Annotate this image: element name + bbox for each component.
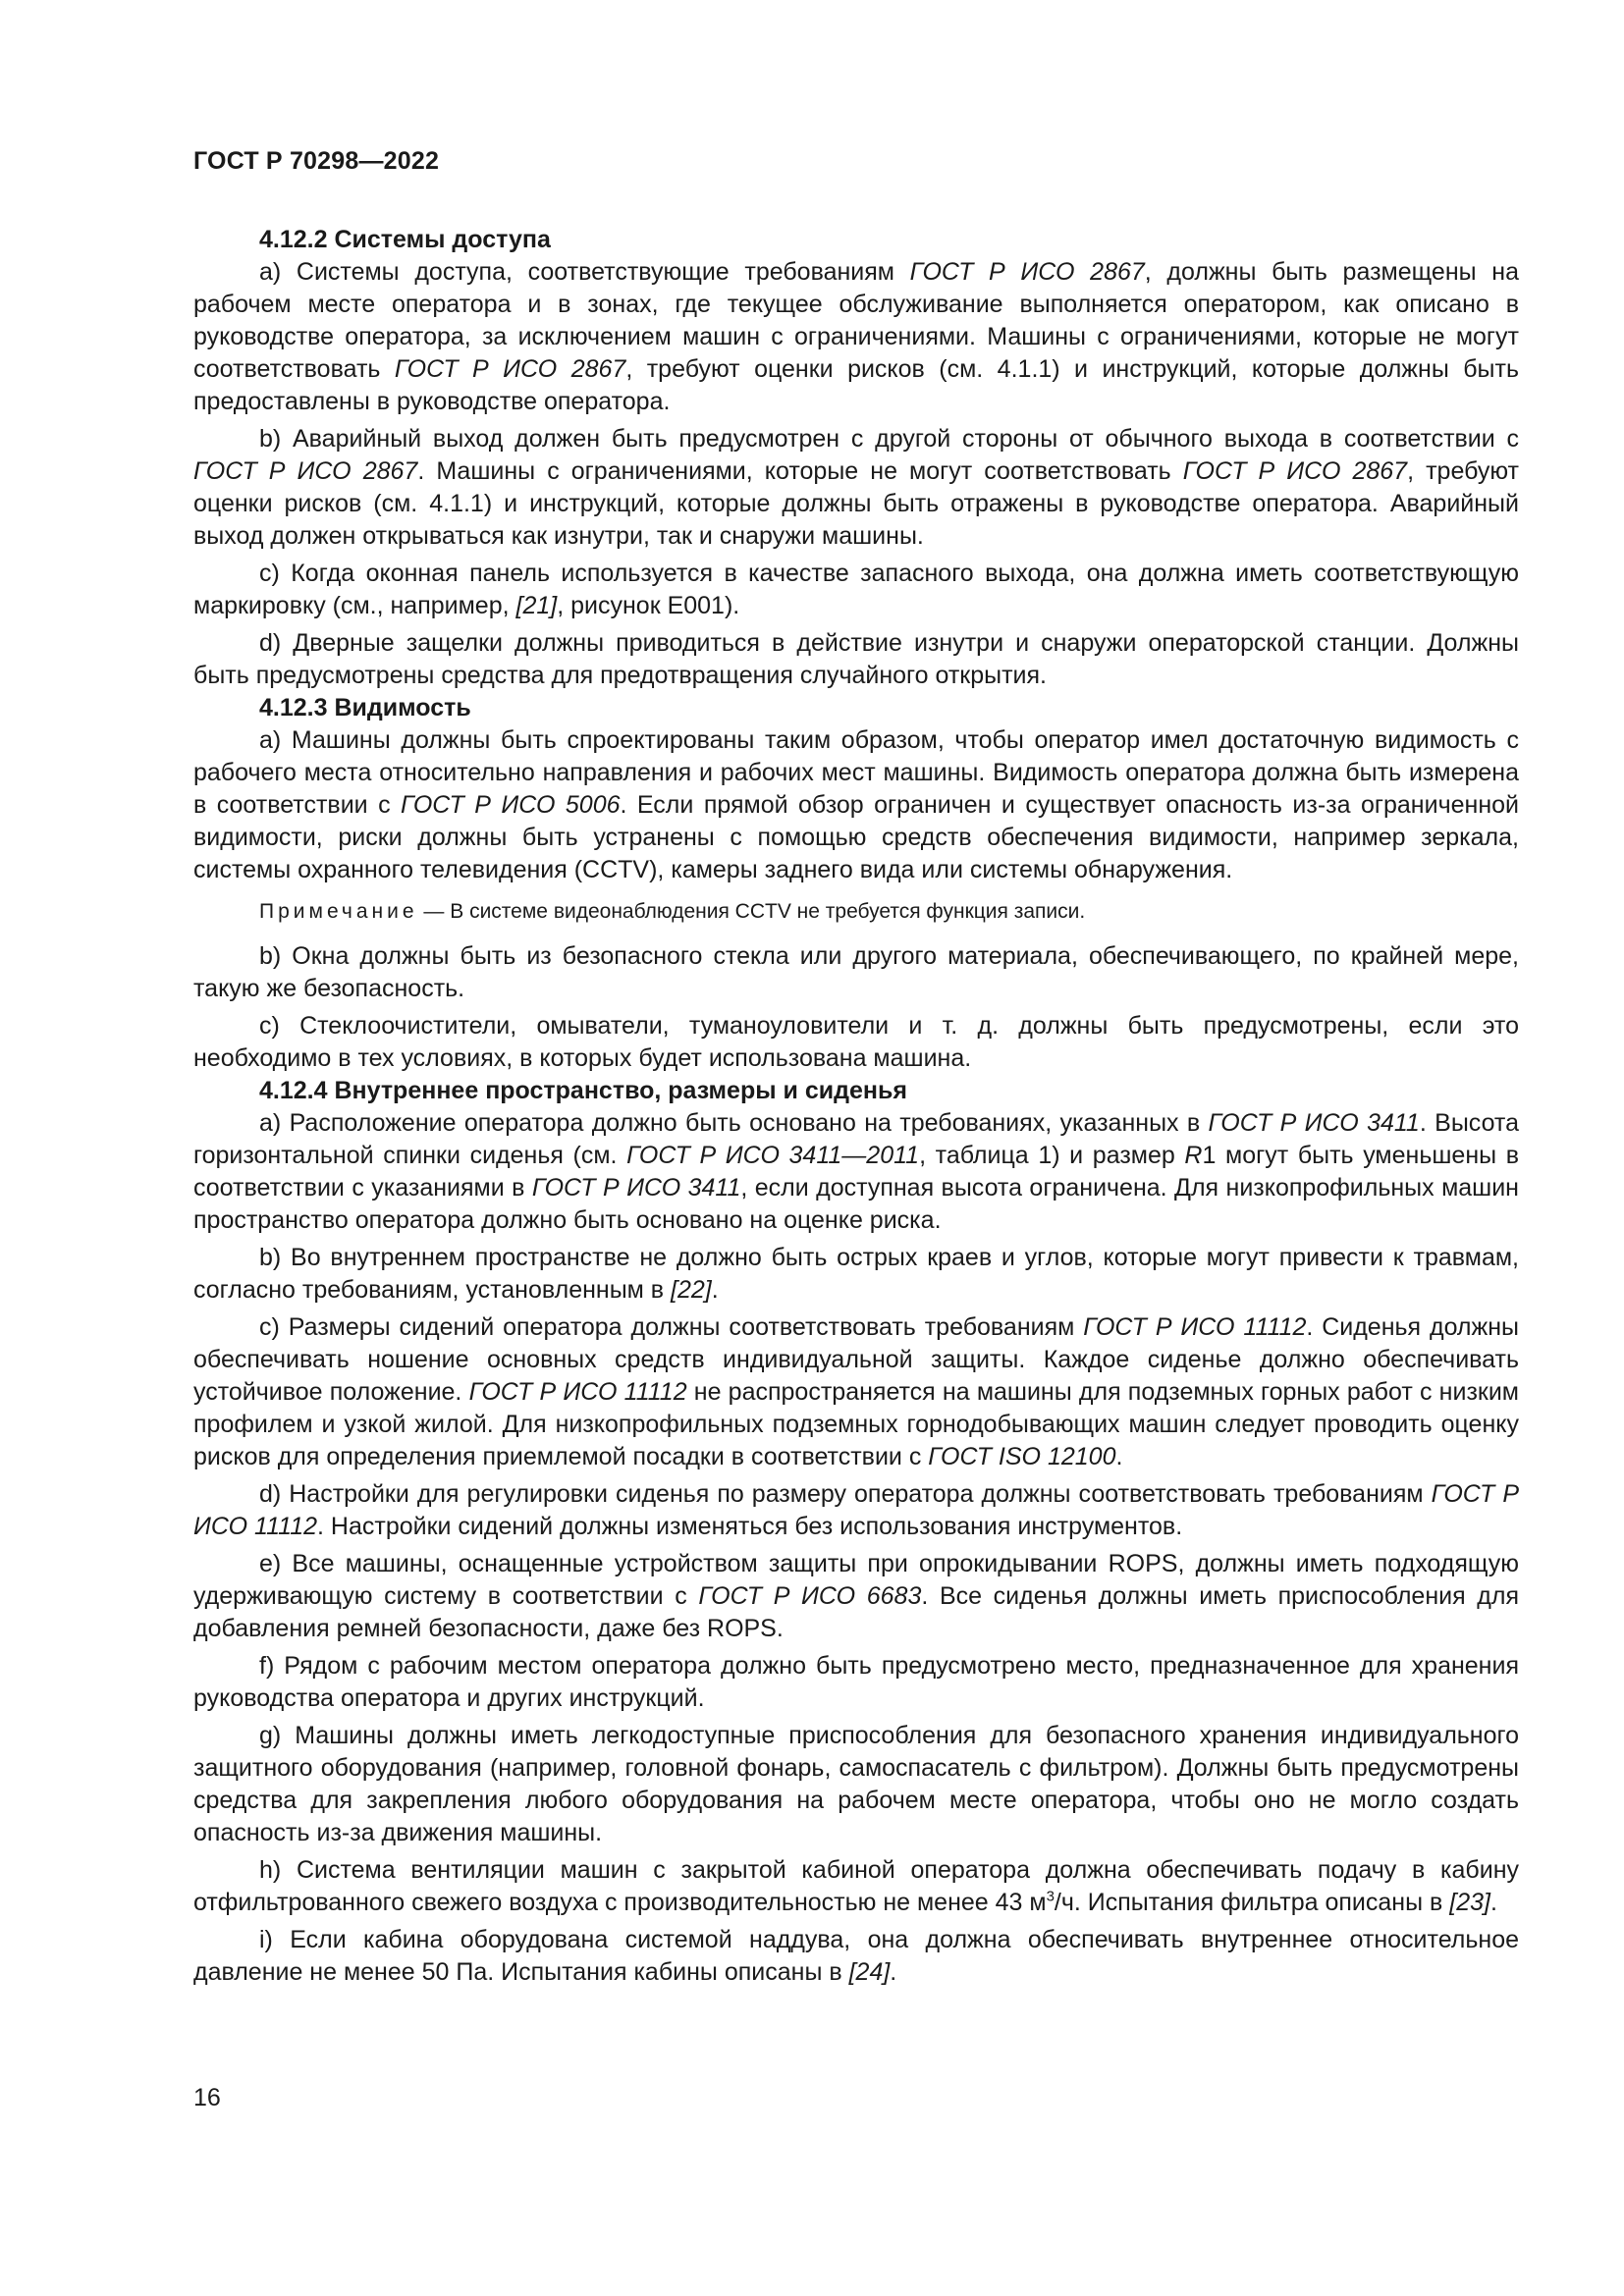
- section-heading-4-12-2: 4.12.2 Системы доступа: [259, 226, 551, 253]
- paragraph-4-12-4-i: i) Если кабина оборудована системой наддува, она должна обеспечивать внутреннее относительное давление не менее 50 Па. Испытания кабины описаны в [24].: [193, 1926, 1519, 1986]
- paragraph-4-12-3-b: b) Окна должны быть из безопасного стекла или другого материала, обеспечивающего, по крайней мере, такую же безопасность.: [193, 942, 1519, 1002]
- standard-reference: ГОСТ Р ИСО 2867: [193, 457, 418, 485]
- standard-reference: ГОСТ ISO 12100: [928, 1443, 1116, 1470]
- standard-reference: ГОСТ Р ИСО 11112: [1083, 1313, 1307, 1341]
- document-header: ГОСТ Р 70298—2022: [193, 147, 440, 175]
- standard-reference: ГОСТ Р ИСО 2867: [394, 355, 626, 383]
- paragraph-4-12-4-b: b) Во внутреннем пространстве не должно быть острых краев и углов, которые могут привести к травмам, согласно требованиям, установленным в [22].: [193, 1244, 1519, 1304]
- paragraph-4-12-2-a: a) Системы доступа, соответствующие требованиям ГОСТ Р ИСО 2867, должны быть размещены на рабочем месте оператора и в зонах, где текущее обслуживание выполняется оператором, как описано в руководстве оператора, за исключением машин с ограничениями. Машины с ограничениями, которые не могут соответствовать ГОСТ Р ИСО 2867, требуют оценки рисков (см. 4.1.1) и инструкций, которые должны быть предоставлены в руководстве оператора.: [193, 258, 1519, 415]
- superscript: 3: [1046, 1888, 1055, 1905]
- standard-reference: ГОСТ Р ИСО 11112: [468, 1378, 687, 1406]
- document-body: [193, 224, 1519, 1989]
- standard-reference: ГОСТ Р ИСО 11112: [193, 1480, 1519, 1540]
- standard-reference: ГОСТ Р ИСО 3411: [1208, 1109, 1420, 1137]
- paragraph-4-12-4-g: g) Машины должны иметь легкодоступные приспособления для безопасного хранения индивидуального защитного оборудования (например, головной фонарь, самоспасатель с фильтром). Должны быть предусмотрены средства для закрепления любого оборудования на рабочем месте оператора, чтобы оно не могло создать опасность из-за движения машины.: [193, 1722, 1519, 1846]
- paragraph-4-12-4-d: d) Настройки для регулировки сиденья по размеру оператора должны соответствовать требованиям ГОСТ Р ИСО 11112. Настройки сидений должны изменяться без использования инструментов.: [193, 1480, 1519, 1540]
- standard-reference: ГОСТ Р ИСО 3411: [531, 1174, 741, 1201]
- note-label: Примечание: [259, 900, 418, 923]
- paragraph-4-12-2-d: d) Дверные защелки должны приводиться в действие изнутри и снаружи операторской станции. Должны быть предусмотрены средства для предотвращения случайного открытия.: [193, 629, 1519, 689]
- paragraph-4-12-2-c: c) Когда оконная панель используется в качестве запасного выхода, она должна иметь соответствующую маркировку (см., например, [21], рисунок Е001).: [193, 560, 1519, 619]
- section-heading-4-12-3: 4.12.3 Видимость: [259, 694, 471, 721]
- bibliography-reference: [23]: [1449, 1889, 1490, 1916]
- dimension-symbol: R: [1184, 1142, 1203, 1169]
- paragraph-4-12-4-f: f) Рядом с рабочим местом оператора должно быть предусмотрено место, предназначенное для хранения руководства оператора и других инструкций.: [193, 1652, 1519, 1712]
- section-heading-4-12-4: 4.12.4 Внутреннее пространство, размеры и сиденья: [259, 1077, 907, 1104]
- standard-reference: ГОСТ Р ИСО 5006: [401, 791, 621, 819]
- standard-reference: ГОСТ Р ИСО 3411—2011: [626, 1142, 920, 1169]
- paragraph-4-12-4-a: a) Расположение оператора должно быть основано на требованиях, указанных в ГОСТ Р ИСО 3411. Высота горизонтальной спинки сиденья (см. ГОСТ Р ИСО 3411—2011, таблица 1) и размер R1 могут быть уменьшены в соответствии с указаниями в ГОСТ Р ИСО 3411, если доступная высота ограничена. Для низкопрофильных машин пространство оператора должно быть основано на оценке риска.: [193, 1109, 1520, 1234]
- bibliography-reference: [21]: [515, 592, 558, 619]
- note-paragraph: [193, 898, 1519, 926]
- standard-reference: ГОСТ Р ИСО 2867: [1182, 457, 1408, 485]
- page-number: 16: [193, 2084, 221, 2111]
- paragraph-4-12-3-a: a) Машины должны быть спроектированы таким образом, чтобы оператор имел достаточную видимость с рабочего места относительно направления и рабочих мест машины. Видимость оператора должна быть измерена в соответствии с ГОСТ Р ИСО 5006. Если прямой обзор ограничен и существует опасность из-за ограниченной видимости, риски должны быть устранены с помощью средств обеспечения видимости, например зеркала, системы охранного телевидения (CCTV), камеры заднего вида или системы обнаружения.: [193, 726, 1519, 883]
- bibliography-reference: [24]: [848, 1958, 891, 1986]
- bibliography-reference: [22]: [671, 1276, 712, 1304]
- paragraph-4-12-3-c: c) Стеклоочистители, омыватели, туманоуловители и т. д. должны быть предусмотрены, если это необходимо в тех условиях, в которых будет использована машина.: [193, 1012, 1519, 1072]
- note-text: — В системе видеонаблюдения CCTV не требуется функция записи.: [417, 900, 1086, 923]
- paragraph-4-12-2-b: b) Аварийный выход должен быть предусмотрен с другой стороны от обычного выхода в соответствии с ГОСТ Р ИСО 2867. Машины с ограничениями, которые не могут соответствовать ГОСТ Р ИСО 2867, требуют оценки рисков (см. 4.1.1) и инструкций, которые должны быть отражены в руководстве оператора. Аварийный выход должен открываться как изнутри, так и снаружи машины.: [193, 425, 1519, 550]
- standard-reference: ГОСТ Р ИСО 6683: [698, 1582, 922, 1610]
- standard-reference: ГОСТ Р ИСО 2867: [909, 258, 1145, 286]
- paragraph-4-12-4-e: e) Все машины, оснащенные устройством защиты при опрокидывании ROPS, должны иметь подходящую удерживающую систему в соответствии с ГОСТ Р ИСО 6683. Все сиденья должны иметь приспособления для добавления ремней безопасности, даже без ROPS.: [193, 1550, 1519, 1642]
- paragraph-4-12-4-c: c) Размеры сидений оператора должны соответствовать требованиям ГОСТ Р ИСО 11112. Сиденья должны обеспечивать ношение основных средств индивидуальной защиты. Каждое сиденье должно обеспечивать устойчивое положение. ГОСТ Р ИСО 11112 не распространяется на машины для подземных горных работ с низким профилем и узкой жилой. Для низкопрофильных подземных горнодобывающих машин следует проводить оценку рисков для определения приемлемой посадки в соответствии с ГОСТ ISO 12100.: [193, 1313, 1520, 1470]
- paragraph-4-12-4-h: h) Система вентиляции машин с закрытой кабиной оператора должна обеспечивать подачу в кабину отфильтрованного свежего воздуха с производительностью не менее 43 $м^3/ч$. Испытания фильтра описаны в [23].: [193, 1856, 1519, 1916]
